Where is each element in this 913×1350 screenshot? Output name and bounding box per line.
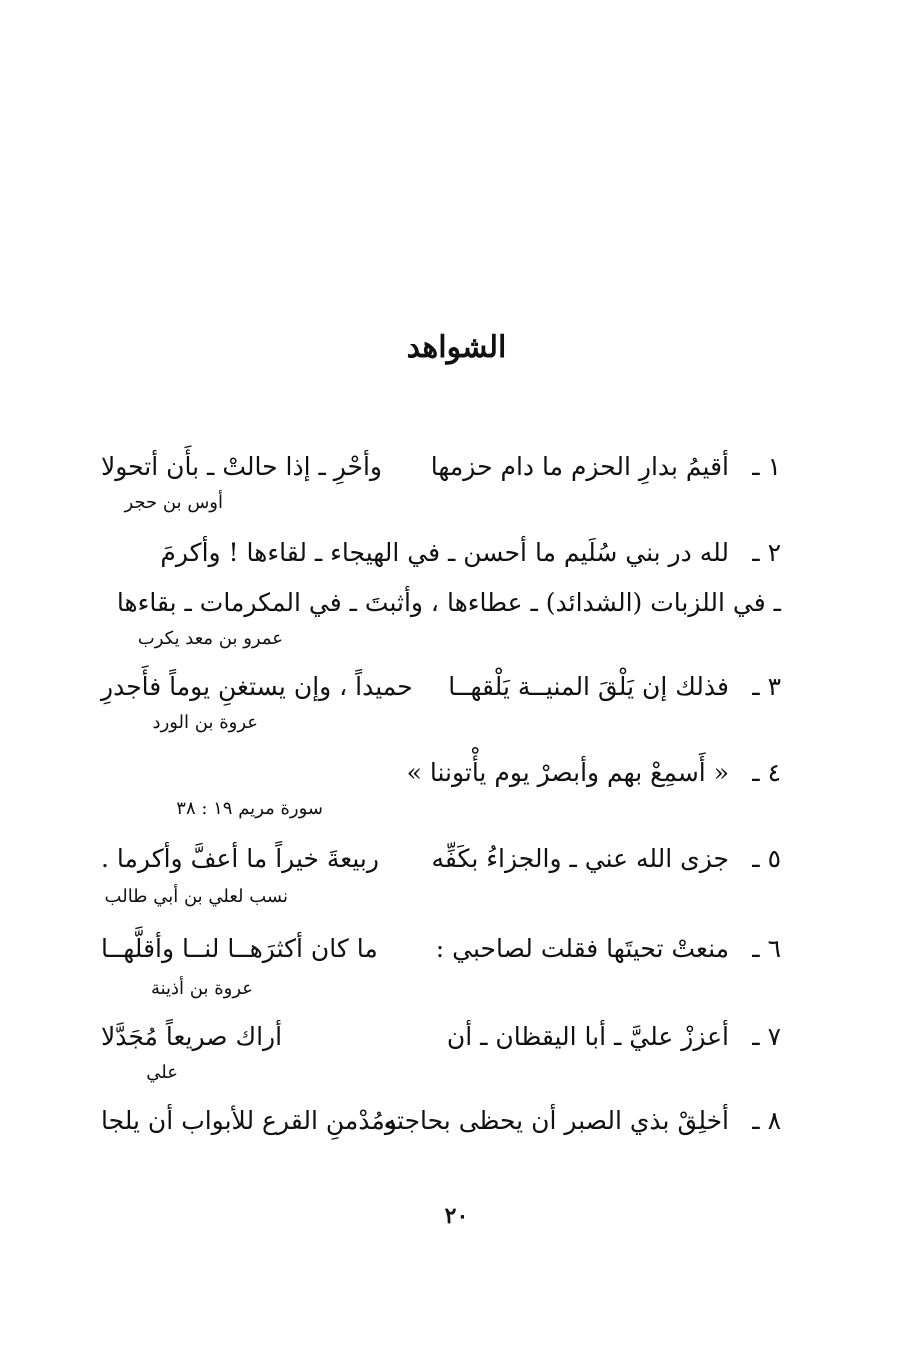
first-hemistich: أعززْ عليَّ ـ أبا اليقظان ـ أن bbox=[446, 1022, 729, 1051]
verse-number: ٨ ـ bbox=[752, 1106, 781, 1135]
verse-8 bbox=[101, 1098, 781, 1144]
verse-7 bbox=[101, 1014, 781, 1060]
verse-number: ٢ ـ bbox=[752, 538, 781, 567]
verse-1 bbox=[101, 444, 781, 490]
verse-number: ١ ـ bbox=[752, 452, 781, 481]
second-hemistich: ربيعةَ خيراً ما أعفَّ وأكرما . bbox=[101, 844, 379, 873]
page-number: ٢٠ bbox=[444, 1203, 469, 1229]
verse-number: ٦ ـ bbox=[752, 934, 781, 963]
verse-3 bbox=[101, 664, 781, 710]
page-title: الشواهد bbox=[406, 330, 507, 365]
verse-2 bbox=[101, 530, 781, 576]
first-hemistich: فذلك إن يَلْقَ المنيــة يَلْقهــا bbox=[448, 672, 729, 701]
verse-attribution: أوس بن حجر bbox=[124, 492, 223, 513]
verse-attribution: عروة بن الورد bbox=[152, 712, 258, 733]
verse-attribution: علي bbox=[146, 1062, 178, 1083]
first-hemistich: أخلِقْ بذي الصبر أن يحظى بحاجته bbox=[383, 1106, 729, 1135]
second-hemistich: حميداً ، وإن يستغنِ يوماً فأَجدرِ bbox=[101, 672, 413, 701]
verse-line: لله در بني سُلَيم ما أحسن ـ في الهيجاء ـ لقاءها ! وأكرمَ bbox=[160, 538, 729, 567]
verse-attribution: عروة بن أذينة bbox=[150, 978, 253, 999]
verse-number: ٣ ـ bbox=[752, 672, 781, 701]
verse-continuation: ـ في اللزبات (الشدائد) ـ عطاءها ، وأثبتَ ـ في المكرمات ـ بقاءها bbox=[116, 588, 781, 617]
verse-number: ٤ ـ bbox=[752, 758, 781, 787]
second-hemistich: ما كان أكثرَهــا لنــا وأقلَّهــا bbox=[101, 934, 378, 963]
verse-attribution: سورة مريم ١٩ : ٣٨ bbox=[176, 798, 323, 819]
verse-attribution: عمرو بن معد يكرب bbox=[137, 628, 283, 649]
second-hemistich: وأحْرِ ـ إذا حالتْ ـ بأَن أتحولا bbox=[101, 452, 383, 481]
verse-6 bbox=[101, 926, 781, 972]
verse-4 bbox=[101, 750, 781, 796]
first-hemistich: جزى الله عني ـ والجزاءُ بكَفِّه bbox=[431, 844, 729, 873]
verse-5 bbox=[101, 836, 781, 882]
first-hemistich: أقيمُ بدارِ الحزم ما دام حزمها bbox=[430, 452, 729, 481]
second-hemistich: أراك صريعاً مُجَدَّلا bbox=[101, 1022, 283, 1051]
verse-attribution: نسب لعلي بن أبي طالب bbox=[104, 886, 288, 907]
verse-number: ٧ ـ bbox=[752, 1022, 781, 1051]
verse-line: « أَسمِعْ بهم وأبصرْ يوم يأْتوننا » bbox=[406, 758, 729, 787]
second-hemistich: ومُدْمنِ القرع للأبواب أن يلجا bbox=[101, 1106, 397, 1135]
first-hemistich: منعتْ تحيتَها فقلت لصاحبي : bbox=[435, 934, 729, 963]
verse-number: ٥ ـ bbox=[752, 844, 781, 873]
